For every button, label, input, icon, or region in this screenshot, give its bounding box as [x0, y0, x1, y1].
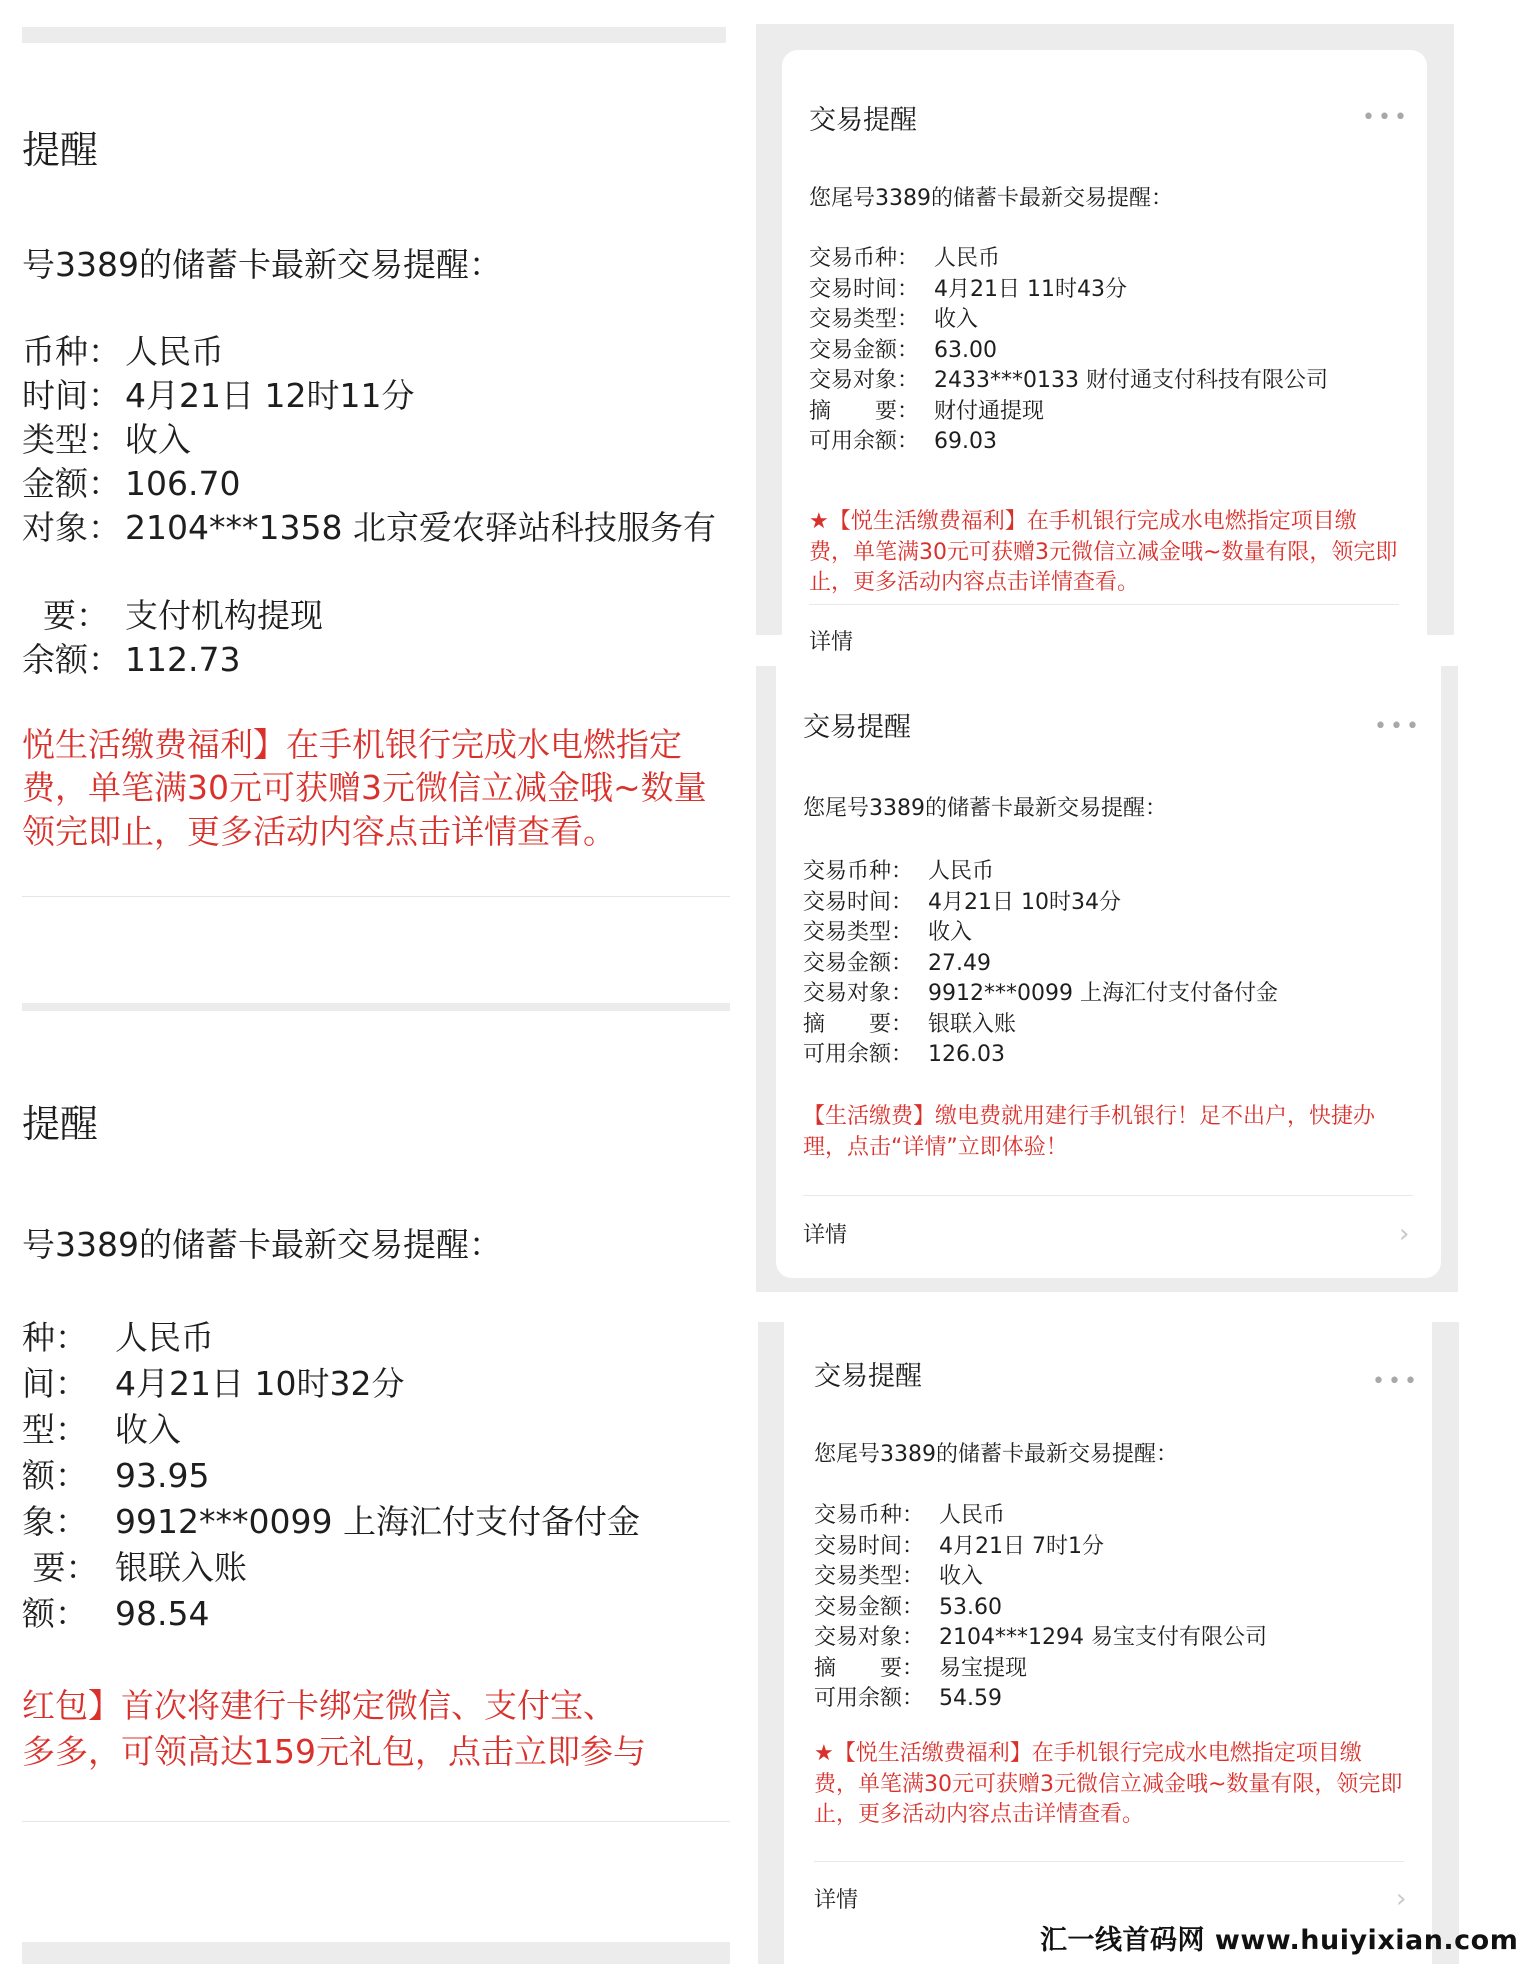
- row-time: [809, 275, 1328, 306]
- detail-rows: [809, 244, 1328, 458]
- row-value: 112.73: [125, 640, 241, 679]
- row-counterparty: [803, 979, 1278, 1010]
- card-1-background: [756, 24, 1454, 655]
- row-value: 63.00: [934, 337, 997, 363]
- row-value: 收入: [928, 920, 973, 945]
- row-label: 摘 要：: [814, 1655, 925, 1681]
- row-time: [814, 1532, 1267, 1563]
- row-label: 交易对象：: [809, 368, 920, 393]
- row-value: 54.59: [939, 1686, 1002, 1711]
- bottom-divider-band: [22, 1942, 730, 1964]
- row-value: 人民币: [928, 859, 995, 884]
- row-value: 收入: [934, 307, 979, 332]
- row-label: 交易金额：: [803, 950, 914, 976]
- row-value: 人民币: [125, 332, 224, 371]
- message-subtitle: 号3389的储蓄卡最新交易提醒：: [22, 1225, 502, 1264]
- row-currency: [809, 244, 1328, 275]
- row-type: [803, 918, 1278, 949]
- row-value: 9912***0099 上海汇付支付备付金: [115, 1502, 640, 1541]
- row-balance: [809, 427, 1328, 458]
- transaction-card: [784, 1322, 1432, 1982]
- promo-text[interactable]: ★【悦生活缴费福利】在手机银行完成水电燃指定项目缴费，单笔满30元可获赠3元微信立减金哦~数量有限，领完即止，更多活动内容点击详情查看。: [809, 509, 1398, 595]
- row-value: 4月21日 10时32分: [115, 1364, 405, 1403]
- more-options-icon[interactable]: •••: [1362, 105, 1410, 130]
- row-balance: [22, 638, 716, 682]
- card-3-background: [758, 1322, 1459, 1964]
- row-currency: [814, 1501, 1267, 1532]
- row-value: 收入: [115, 1410, 181, 1449]
- divider: [22, 896, 730, 897]
- card-title: 交易提醒: [809, 105, 917, 136]
- detail-link[interactable]: 详情: [803, 1223, 848, 1248]
- row-label: 交易金额：: [814, 1594, 925, 1620]
- detail-rows: [22, 330, 716, 682]
- row-value: 106.70: [125, 464, 241, 503]
- detail-link[interactable]: 详情: [809, 630, 854, 655]
- row-label: 额：: [22, 1594, 88, 1633]
- row-summary: [803, 1010, 1278, 1041]
- row-label: 可用余额：: [814, 1686, 925, 1711]
- promo-text[interactable]: ★【悦生活缴费福利】在手机银行完成水电燃指定项目缴费，单笔满30元可获赠3元微信立减金哦~数量有限，领完即止，更多活动内容点击详情查看。: [814, 1741, 1403, 1827]
- divider: [809, 604, 1399, 605]
- row-value: 93.95: [115, 1456, 210, 1495]
- card-subtitle: 您尾号3389的储蓄卡最新交易提醒：: [809, 186, 1173, 211]
- row-label: 额：: [22, 1456, 88, 1495]
- row-value: 银联入账: [115, 1548, 247, 1587]
- row-summary: [809, 397, 1328, 428]
- detail-rows: [22, 1315, 640, 1637]
- message-title: 提醒: [22, 1102, 99, 1146]
- row-currency: [803, 857, 1278, 888]
- row-label: 交易对象：: [803, 981, 914, 1006]
- divider: [22, 1821, 730, 1822]
- row-counterparty: [814, 1623, 1267, 1654]
- row-time: [22, 1361, 640, 1407]
- row-balance: [814, 1684, 1267, 1715]
- row-label: 交易类型：: [814, 1564, 925, 1589]
- row-value: 4月21日 7时1分: [939, 1533, 1104, 1559]
- top-divider-band: [22, 27, 726, 43]
- row-label: 交易时间：: [803, 889, 914, 915]
- row-counterparty: [22, 1499, 640, 1545]
- row-type: [22, 1407, 640, 1453]
- promo-line[interactable]: 领完即止，更多活动内容点击详情查看。: [22, 812, 616, 851]
- card-title: 交易提醒: [803, 712, 911, 743]
- row-currency: [22, 330, 716, 374]
- row-label: 摘 要：: [803, 1011, 914, 1037]
- row-value: 银联入账: [928, 1011, 1017, 1037]
- row-type: [22, 418, 716, 462]
- transaction-card: [782, 50, 1427, 690]
- row-value: 收入: [939, 1564, 984, 1589]
- more-options-icon[interactable]: •••: [1374, 714, 1422, 739]
- row-label: 可用余额：: [803, 1042, 914, 1067]
- left-message-1: [0, 44, 730, 1004]
- row-label: 交易时间：: [814, 1533, 925, 1559]
- row-counterparty: [809, 366, 1328, 397]
- row-label: 余额：: [22, 640, 121, 679]
- card-2-background: [756, 666, 1458, 1292]
- row-value: 人民币: [939, 1503, 1006, 1528]
- row-label: 象：: [22, 1502, 88, 1541]
- row-summary: [814, 1654, 1267, 1685]
- promo-line[interactable]: 悦生活缴费福利】在手机银行完成水电燃指定: [22, 725, 682, 764]
- promo-line[interactable]: 多多，可领高达159元礼包，点击立即参与: [22, 1732, 646, 1771]
- row-label: 交易币种：: [803, 859, 914, 884]
- detail-link[interactable]: 详情: [814, 1888, 859, 1913]
- row-label: 币种：: [22, 332, 121, 371]
- row-label: 要：: [22, 1548, 99, 1587]
- row-label: 间：: [22, 1364, 88, 1403]
- divider: [803, 1195, 1413, 1196]
- row-balance: [22, 1591, 640, 1637]
- row-label: 对象：: [22, 508, 121, 547]
- row-type: [814, 1562, 1267, 1593]
- promo-line[interactable]: 红包】首次将建行卡绑定微信、支付宝、: [22, 1686, 616, 1725]
- row-label: 交易类型：: [809, 307, 920, 332]
- row-label: 交易对象：: [814, 1625, 925, 1650]
- row-blank: [22, 550, 716, 594]
- left-message-2: [0, 1011, 730, 1941]
- row-value: 4月21日 10时34分: [928, 889, 1121, 915]
- promo-text[interactable]: 【生活缴费】缴电费就用建行手机银行！足不出户，快捷办理，点击“详情”立即体验！: [803, 1104, 1376, 1160]
- row-label: 交易币种：: [809, 246, 920, 271]
- row-value: 69.03: [934, 429, 997, 454]
- watermark: 汇一线首码网 www.huiyixian.com: [1040, 1925, 1518, 1956]
- row-label: 交易时间：: [809, 276, 920, 302]
- divider: [814, 1861, 1404, 1862]
- row-label: 型：: [22, 1410, 88, 1449]
- row-value: 53.60: [939, 1594, 1002, 1620]
- message-subtitle: 号3389的储蓄卡最新交易提醒：: [22, 245, 502, 284]
- chevron-right-icon[interactable]: ›: [1399, 1219, 1410, 1249]
- row-amount: [22, 462, 716, 506]
- detail-rows: [814, 1501, 1267, 1715]
- row-value: 9912***0099 上海汇付支付备付金: [928, 981, 1278, 1006]
- transaction-card: [776, 666, 1441, 1278]
- row-value: 126.03: [928, 1042, 1005, 1067]
- row-value: 98.54: [115, 1594, 210, 1633]
- promo-line[interactable]: 费，单笔满30元可获赠3元微信立减金哦~数量: [22, 768, 707, 807]
- row-label: 交易类型：: [803, 920, 914, 945]
- row-counterparty: [22, 506, 716, 550]
- row-value: 人民币: [115, 1318, 214, 1357]
- row-value: 27.49: [928, 950, 991, 976]
- row-value: 人民币: [934, 246, 1001, 271]
- row-amount: [814, 1593, 1267, 1624]
- row-value: 支付机构提现: [125, 596, 323, 635]
- row-label: 摘 要：: [809, 398, 920, 424]
- row-amount: [809, 336, 1328, 367]
- detail-rows: [803, 857, 1278, 1071]
- row-label: 交易币种：: [814, 1503, 925, 1528]
- card-title: 交易提醒: [814, 1361, 922, 1392]
- row-value: 4月21日 12时11分: [125, 376, 415, 415]
- section-divider-band: [22, 1003, 730, 1011]
- card-subtitle: 您尾号3389的储蓄卡最新交易提醒：: [803, 796, 1167, 821]
- row-value: 收入: [125, 420, 191, 459]
- row-value: 2104***1294 易宝支付有限公司: [939, 1625, 1267, 1650]
- row-label: 种：: [22, 1318, 88, 1357]
- row-value: 易宝提现: [939, 1655, 1028, 1681]
- row-label: 可用余额：: [809, 429, 920, 454]
- chevron-right-icon[interactable]: ›: [1396, 1884, 1407, 1914]
- message-title: 提醒: [22, 128, 99, 172]
- row-label: 金额：: [22, 464, 121, 503]
- row-time: [22, 374, 716, 418]
- row-type: [809, 305, 1328, 336]
- row-label: 交易金额：: [809, 337, 920, 363]
- row-amount: [22, 1453, 640, 1499]
- more-options-icon[interactable]: •••: [1372, 1369, 1420, 1394]
- row-currency: [22, 1315, 640, 1361]
- row-time: [803, 888, 1278, 919]
- row-label: 时间：: [22, 376, 121, 415]
- row-value: 2433***0133 财付通支付科技有限公司: [934, 368, 1328, 393]
- row-label: 类型：: [22, 420, 121, 459]
- row-summary: [22, 1545, 640, 1591]
- row-amount: [803, 949, 1278, 980]
- row-label: 要：: [22, 596, 109, 635]
- card-subtitle: 您尾号3389的储蓄卡最新交易提醒：: [814, 1442, 1178, 1467]
- row-value: 2104***1358 北京爱农驿站科技服务有: [125, 508, 716, 547]
- row-value: 财付通提现: [934, 398, 1045, 424]
- row-summary: [22, 594, 716, 638]
- row-balance: [803, 1040, 1278, 1071]
- row-value: 4月21日 11时43分: [934, 276, 1127, 302]
